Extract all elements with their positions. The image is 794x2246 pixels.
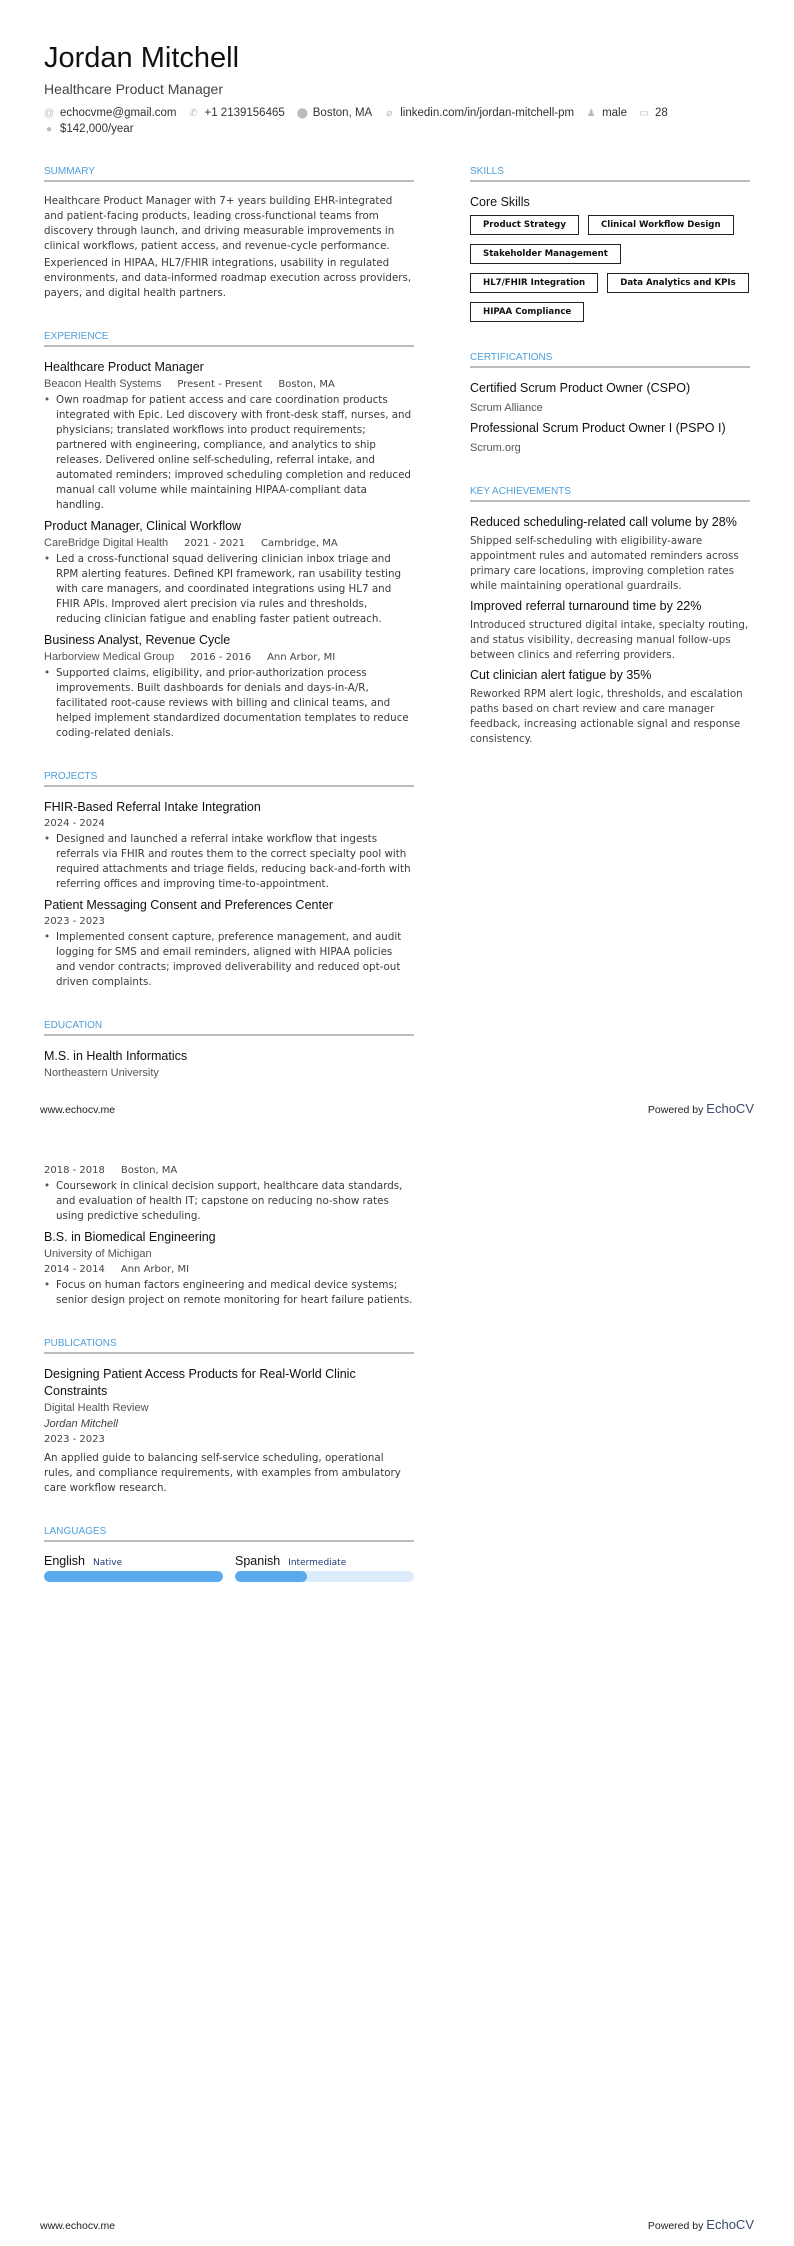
dates: 2024 - 2024 bbox=[44, 818, 105, 829]
powered-label: Powered by bbox=[647, 2220, 704, 2232]
contact-gender bbox=[586, 107, 627, 119]
powered-by bbox=[648, 1101, 754, 1116]
project-bullet: • Designed and launched a referral intake workflow that ingests referrals via FHIR and routes them to the correct specialty pool with required attachments and triage fields, reducing back-and-forth with referring offices and improving time-to-appointment. bbox=[44, 832, 414, 892]
footer-url[interactable]: www.echocv.me bbox=[40, 1104, 116, 1116]
cert-name: Certified Scrum Product Owner (CSPO) bbox=[470, 381, 691, 395]
resume-page-2 bbox=[0, 1130, 794, 2246]
skill-group-title: Core Skills bbox=[470, 195, 530, 209]
dates: 2023 - 2023 bbox=[44, 1434, 105, 1445]
publications-section bbox=[44, 1338, 414, 1496]
section-title: EDUCATION bbox=[44, 1020, 414, 1036]
job-role: Product Manager, Clinical Workflow bbox=[44, 519, 242, 533]
cert-name: Professional Scrum Product Owner I (PSPO I) bbox=[470, 421, 726, 435]
summary-section bbox=[44, 166, 414, 301]
language-name: Spanish bbox=[235, 1554, 281, 1568]
skill-tags bbox=[470, 215, 750, 322]
achievement-description: Shipped self-scheduling with eligibility-aware appointment rules and automated reminders across primary care locations, improving completion rates while maintaining operational guardrails. bbox=[470, 535, 739, 592]
achievement-title: Reduced scheduling-related call volume by 28% bbox=[470, 515, 737, 529]
location: Ann Arbor, MI bbox=[267, 652, 336, 663]
project-item bbox=[44, 897, 414, 990]
location: Boston, MA bbox=[120, 1165, 178, 1176]
proficiency-fill bbox=[235, 1571, 307, 1582]
contact-salary bbox=[44, 123, 694, 135]
school: University of Michigan bbox=[44, 1248, 152, 1260]
experience-item bbox=[44, 518, 414, 627]
job-bullet: • Led a cross-functional squad delivering clinician inbox triage and RPM alerting features. Defined KPI framework, ran usability testing with care managers, and coordinated integrations using HL7 and FHIR APIs. Improved alert precision via rules and thresholds, reducing clinician fatigue and enabling faster patient outreach. bbox=[44, 552, 414, 627]
gender-text: male bbox=[602, 107, 627, 119]
calendar-icon: ▭ bbox=[639, 107, 649, 119]
left-column bbox=[44, 166, 414, 1111]
dates: 2014 - 2014 bbox=[44, 1264, 105, 1275]
proficiency-bar bbox=[44, 1571, 223, 1582]
education-section bbox=[44, 1020, 414, 1081]
job-bullet: • Supported claims, eligibility, and prior-authorization process improvements. Built dashboards for denials and days-in-A/R, facilitated root-cause reviews with billing and clinical teams, and helped implement standardized documentation templates to reduce coding-related denials. bbox=[44, 666, 414, 741]
location: Ann Arbor, MI bbox=[120, 1264, 190, 1275]
job-bullet: • Own roadmap for patient access and care coordination products integrated with Epic. Led discovery with front-desk staff, nurses, and physicians; translated workflows into product requirements; partnered with engineering, compliance, and analytics to ship releases. Delivered online self-scheduling, referral intake, and automated reminders; improved scheduling completion and reduced manual call volume while maintaining HIPAA-compliant data handling. bbox=[44, 393, 414, 513]
experience-section bbox=[44, 331, 414, 741]
language-item bbox=[44, 1554, 223, 1582]
right-column bbox=[470, 166, 750, 777]
location-text: Boston, MA bbox=[312, 107, 373, 119]
summary-paragraph: Experienced in HIPAA, HL7/FHIR integrations, usability in regulated environments, and data-informed roadmap execution across providers, payers, and digital health partners. bbox=[44, 257, 412, 299]
language-item bbox=[235, 1554, 414, 1582]
company: Beacon Health Systems bbox=[44, 378, 162, 390]
cert-issuer: Scrum Alliance bbox=[470, 402, 543, 414]
dates: 2016 - 2016 bbox=[190, 652, 252, 663]
education-bullet: • Coursework in clinical decision support, healthcare data standards, and evaluation of health IT; capstone on reducing no-show rates using predictive scheduling. bbox=[44, 1179, 414, 1224]
page-footer bbox=[40, 1101, 754, 1116]
section-title: PUBLICATIONS bbox=[44, 1338, 414, 1354]
powered-by bbox=[648, 2217, 754, 2232]
cert-issuer: Scrum.org bbox=[470, 442, 521, 454]
dates: 2018 - 2018 bbox=[44, 1165, 105, 1176]
school: Northeastern University bbox=[44, 1067, 159, 1079]
experience-item bbox=[44, 359, 414, 513]
language-level: Intermediate bbox=[288, 1558, 347, 1568]
contact-list bbox=[44, 107, 694, 135]
degree: M.S. in Health Informatics bbox=[44, 1049, 188, 1063]
location: Cambridge, MA bbox=[261, 538, 338, 549]
contact-phone[interactable] bbox=[189, 107, 285, 119]
project-name: Patient Messaging Consent and Preferences Center bbox=[44, 898, 334, 912]
publication-name: Designing Patient Access Products for Real-World Clinic Constraints bbox=[44, 1367, 356, 1398]
location-icon: ⬤ bbox=[296, 107, 308, 119]
brand-logo[interactable]: EchoCV bbox=[706, 1101, 754, 1116]
section-title: KEY ACHIEVEMENTS bbox=[470, 486, 750, 502]
achievement-title: Cut clinician alert fatigue by 35% bbox=[470, 668, 652, 682]
person-icon: ♟ bbox=[586, 107, 596, 119]
achievement-description: Introduced structured digital intake, specialty routing, and status visibility, decreasing manual follow-ups between clinics and referring providers. bbox=[470, 619, 749, 661]
location: Boston, MA bbox=[278, 379, 335, 390]
page-footer bbox=[40, 2217, 754, 2232]
section-title: LANGUAGES bbox=[44, 1526, 414, 1542]
experience-item bbox=[44, 632, 414, 741]
project-bullet: • Implemented consent capture, preference management, and audit logging for SMS and email reminders, aligned with HIPAA policies and vendor contracts; improved deliverability and reduced opt-out driven complaints. bbox=[44, 930, 414, 990]
left-column bbox=[44, 1163, 414, 1612]
proficiency-fill bbox=[44, 1571, 223, 1582]
skill-tag: Stakeholder Management bbox=[470, 244, 621, 264]
salary-icon: ● bbox=[45, 123, 53, 135]
publisher: Digital Health Review bbox=[44, 1402, 149, 1414]
phone-icon: ✆ bbox=[189, 107, 198, 119]
education-section-continued bbox=[44, 1163, 414, 1308]
contact-age bbox=[639, 107, 668, 119]
section-title: PROJECTS bbox=[44, 771, 414, 787]
education-bullet: • Focus on human factors engineering and medical device systems; senior design project on remote monitoring for heart failure patients. bbox=[44, 1278, 414, 1308]
projects-section bbox=[44, 771, 414, 990]
summary-paragraph: Healthcare Product Manager with 7+ years building EHR-integrated and patient-facing products, leading cross-functional teams from discovery through launch, and driving measurable improvements in clinical workflows, patient access, and revenue-cycle performance. bbox=[44, 195, 395, 252]
dates: Present - Present bbox=[177, 379, 263, 390]
publication-description: An applied guide to balancing self-service scheduling, operational rules, and compliance requirements, with examples from ambulatory care workflow research. bbox=[44, 1452, 401, 1494]
job-role: Business Analyst, Revenue Cycle bbox=[44, 633, 231, 647]
degree: B.S. in Biomedical Engineering bbox=[44, 1230, 216, 1244]
resume-header bbox=[44, 42, 754, 135]
skill-tag: Clinical Workflow Design bbox=[588, 215, 734, 235]
section-title: SKILLS bbox=[470, 166, 750, 182]
candidate-name: Jordan Mitchell bbox=[44, 42, 240, 74]
powered-label: Powered by bbox=[647, 1104, 704, 1116]
company: Harborview Medical Group bbox=[44, 651, 175, 663]
candidate-title: Healthcare Product Manager bbox=[44, 81, 223, 97]
skill-tag: Product Strategy bbox=[470, 215, 579, 235]
section-title: EXPERIENCE bbox=[44, 331, 414, 347]
company: CareBridge Digital Health bbox=[44, 537, 169, 549]
email-text: echocvme@gmail.com bbox=[60, 107, 177, 119]
salary-text: $142,000/year bbox=[60, 123, 134, 135]
proficiency-bar bbox=[235, 1571, 414, 1582]
achievement-title: Improved referral turnaround time by 22% bbox=[470, 599, 702, 613]
project-name: FHIR-Based Referral Intake Integration bbox=[44, 800, 261, 814]
languages-section bbox=[44, 1526, 414, 1582]
project-item bbox=[44, 799, 414, 892]
author: Jordan Mitchell bbox=[44, 1418, 118, 1430]
brand-logo[interactable]: EchoCV bbox=[706, 2217, 754, 2232]
language-level: Native bbox=[93, 1558, 123, 1568]
contact-linkedin[interactable] bbox=[384, 107, 574, 119]
contact-location bbox=[297, 107, 372, 119]
skill-tag: HIPAA Compliance bbox=[470, 302, 584, 322]
dates: 2021 - 2021 bbox=[184, 538, 245, 549]
linkedin-text: linkedin.com/in/jordan-mitchell-pm bbox=[400, 107, 575, 119]
achievement-description: Reworked RPM alert logic, thresholds, and escalation paths based on chart review and care manager feedback, increasing actionable signal and response consistency. bbox=[470, 688, 743, 745]
language-name: English bbox=[44, 1554, 85, 1568]
certifications-section bbox=[470, 352, 750, 456]
job-role: Healthcare Product Manager bbox=[44, 360, 204, 374]
section-title: CERTIFICATIONS bbox=[470, 352, 750, 368]
dates: 2023 - 2023 bbox=[44, 916, 105, 927]
skill-tag: HL7/FHIR Integration bbox=[470, 273, 598, 293]
link-icon: ⌀ bbox=[386, 107, 393, 119]
contact-email[interactable] bbox=[44, 107, 177, 119]
phone-text: +1 2139156465 bbox=[204, 107, 285, 119]
age-text: 28 bbox=[655, 107, 668, 119]
at-icon: @ bbox=[44, 107, 55, 119]
footer-url[interactable]: www.echocv.me bbox=[40, 2220, 116, 2232]
section-title: SUMMARY bbox=[44, 166, 414, 182]
achievements-section bbox=[470, 486, 750, 747]
skill-tag: Data Analytics and KPIs bbox=[607, 273, 749, 293]
skills-section bbox=[470, 166, 750, 322]
